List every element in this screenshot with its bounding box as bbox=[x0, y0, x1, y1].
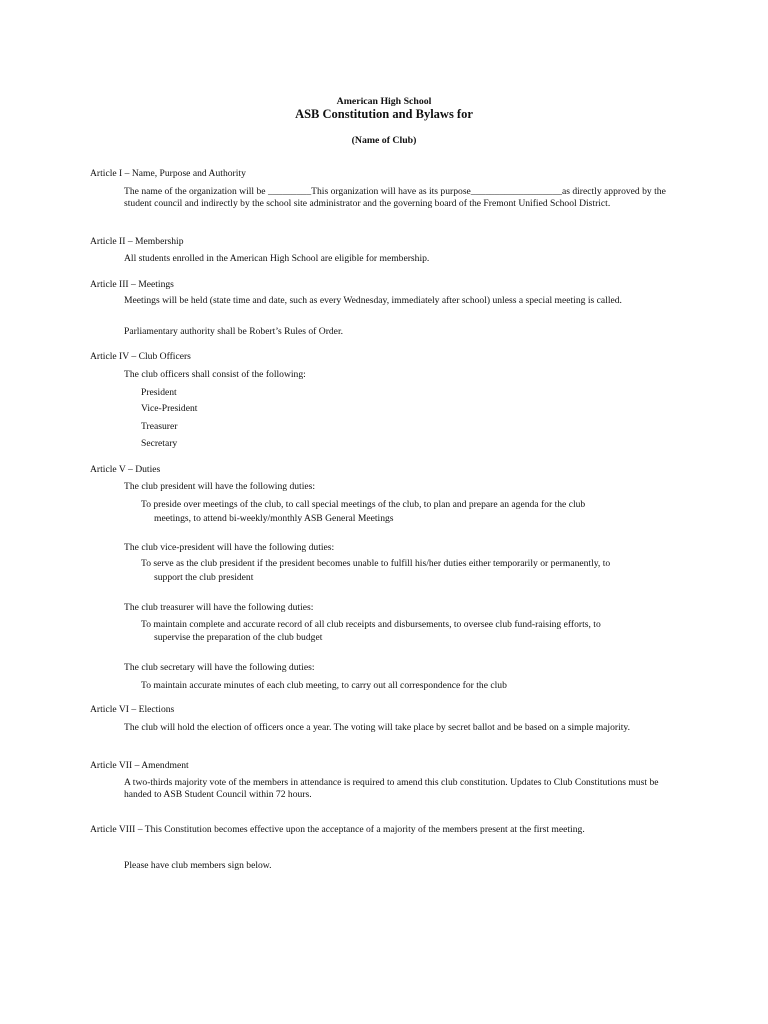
treasurer-duty-line-2: supervise the preparation of the club budget bbox=[154, 632, 323, 643]
school-name: American High School bbox=[336, 96, 432, 107]
article-4-heading: Article IV – Club Officers bbox=[90, 351, 191, 362]
article-3-text-2: Parliamentary authority shall be Robert’s Rules of Order. bbox=[124, 326, 344, 337]
officer-treasurer: Treasurer bbox=[141, 421, 178, 432]
article-8-text: Article VIII – This Constitution becomes effective upon the acceptance of a majority of the members present at the first meeting. bbox=[90, 824, 585, 835]
article-6-text: The club will hold the election of officers once a year. The voting will take place by secret ballot and be based on a simple majority. bbox=[124, 722, 630, 733]
article-5-heading: Article V – Duties bbox=[90, 464, 161, 475]
article-2-text: All students enrolled in the American High School are eligible for membership. bbox=[124, 253, 430, 264]
article-6-heading: Article VI – Elections bbox=[90, 704, 175, 715]
article-4-intro: The club officers shall consist of the following: bbox=[124, 369, 306, 380]
treasurer-duties-intro: The club treasurer will have the following duties: bbox=[124, 602, 314, 613]
president-duty-line-1: To preside over meetings of the club, to call special meetings of the club, to plan and prepare an agenda for the club bbox=[141, 499, 586, 510]
article-1-text: The name of the organization will be _________This organization will have as its purpose___________________as directly approved by the student council and indirectly by the school site administrator and the governing board of the Fremont Unified School District. bbox=[124, 186, 666, 209]
officer-secretary: Secretary bbox=[141, 438, 178, 449]
article-3-heading: Article III – Meetings bbox=[90, 279, 174, 290]
document-title: ASB Constitution and Bylaws for bbox=[295, 107, 473, 121]
vp-duty-line-2: support the club president bbox=[154, 572, 254, 583]
club-name-placeholder: (Name of Club) bbox=[351, 135, 417, 146]
article-7-text: A two-thirds majority vote of the members in attendance is required to amend this club constitution. Updates to Club Constitutions must be handed to ASB Student Council within 72 hours. bbox=[124, 777, 659, 800]
president-duty-line-2: meetings, to attend bi-weekly/monthly ASB General Meetings bbox=[154, 513, 394, 524]
vp-duties-intro: The club vice-president will have the following duties: bbox=[124, 542, 335, 553]
vp-duty-line-1: To serve as the club president if the president becomes unable to fulfill his/her duties either temporarily or permanently, to bbox=[141, 558, 611, 569]
secretary-duty: To maintain accurate minutes of each club meeting, to carry out all correspondence for the club bbox=[141, 680, 507, 691]
article-7-heading: Article VII – Amendment bbox=[90, 760, 189, 771]
secretary-duties-intro: The club secretary will have the following duties: bbox=[124, 662, 315, 673]
president-duties-intro: The club president will have the following duties: bbox=[124, 481, 316, 492]
article-1-heading: Article I – Name, Purpose and Authority bbox=[90, 168, 246, 179]
signature-instruction: Please have club members sign below. bbox=[124, 860, 272, 871]
article-3-text-1: Meetings will be held (state time and date, such as every Wednesday, immediately after school) unless a special meeting is called. bbox=[124, 295, 622, 306]
treasurer-duty-line-1: To maintain complete and accurate record of all club receipts and disbursements, to oversee club fund-raising efforts, to bbox=[141, 619, 601, 630]
officer-vice-president: Vice-President bbox=[141, 403, 198, 414]
article-2-heading: Article II – Membership bbox=[90, 236, 184, 247]
officer-president: President bbox=[141, 387, 177, 398]
